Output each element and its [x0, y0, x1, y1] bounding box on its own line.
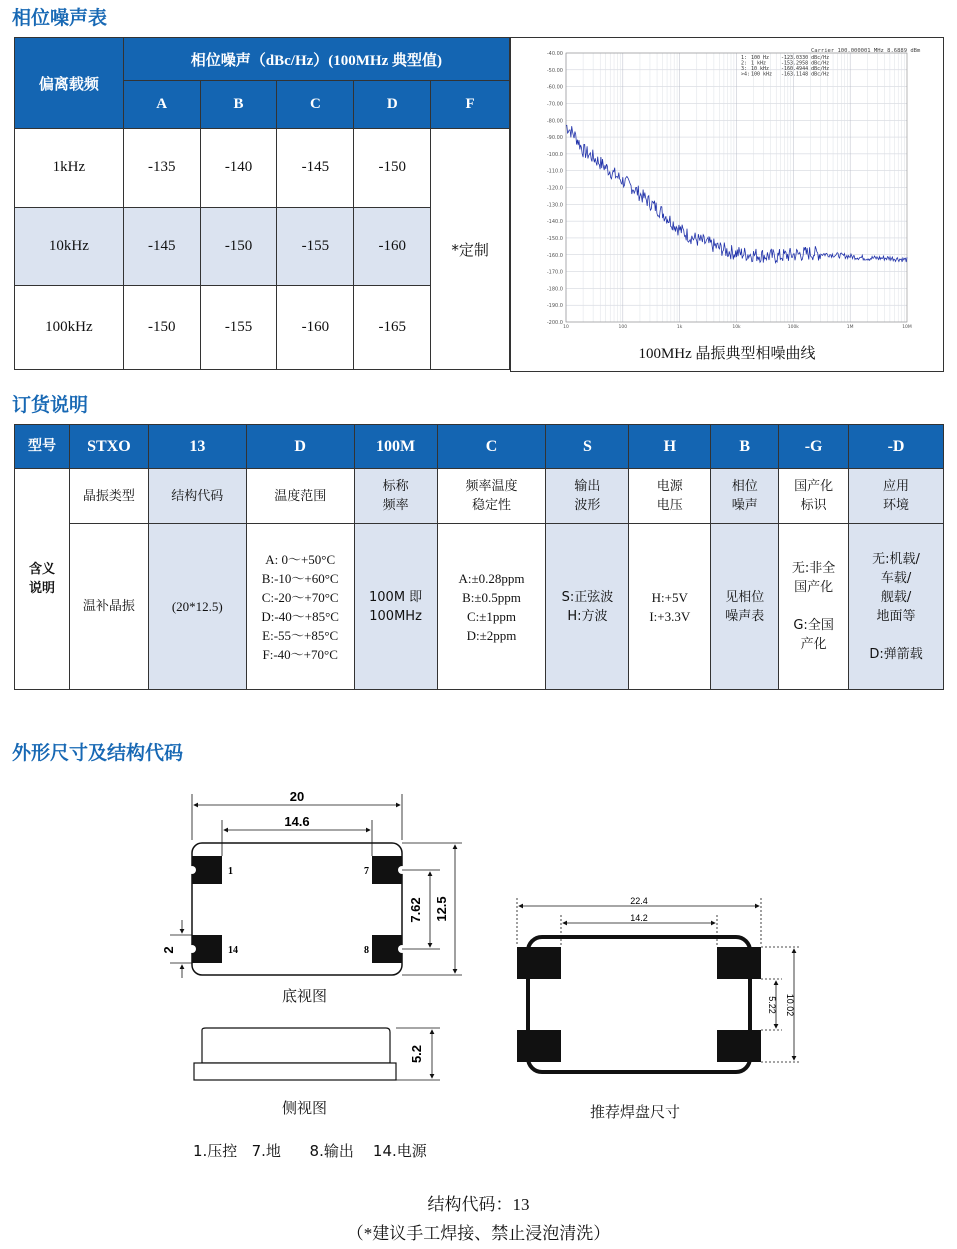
- y-tick-label: -90.00: [546, 135, 563, 142]
- marker-readout: 1 kHz: [751, 60, 767, 67]
- field-detail: A:±0.28ppm B:±0.5ppm C:±1ppm D:±2ppm: [437, 524, 546, 690]
- pad-dim-5-22: 5.22: [767, 996, 777, 1014]
- field-detail: (20*12.5): [148, 524, 246, 690]
- code-cell: C: [437, 425, 546, 469]
- custom-note: *定制: [431, 129, 510, 370]
- offset-header: 偏离载频: [15, 38, 124, 129]
- pin-8-label: 8: [364, 945, 369, 956]
- x-tick-label: 100k: [787, 325, 799, 330]
- noise-value: -150: [200, 207, 277, 285]
- noise-value: -145: [277, 129, 354, 207]
- pad-dim-14-2: 14.2: [630, 913, 648, 923]
- pin-pad: [192, 856, 222, 884]
- outline-drawing: [0, 780, 957, 1110]
- noise-value: -150: [354, 129, 431, 207]
- field-name: 结构代码: [148, 469, 246, 524]
- bottom-view: [161, 789, 462, 978]
- code-cell: 100M: [354, 425, 437, 469]
- x-tick-label: 1k: [676, 325, 683, 330]
- dim-20: 20: [289, 789, 305, 804]
- y-tick-label: -80.00: [546, 118, 563, 125]
- y-tick-label: -120.0: [546, 185, 563, 192]
- phase-noise-title: 相位噪声表: [12, 7, 108, 29]
- phase-noise-chart: [510, 37, 944, 372]
- marker-readout: 100 kHz: [751, 71, 773, 78]
- x-tick-label: 1M: [846, 325, 854, 330]
- noise-value: -145: [123, 207, 200, 285]
- grade-header: C: [277, 81, 354, 129]
- pin-pad: [372, 856, 402, 884]
- y-tick-label: -60.00: [546, 84, 563, 91]
- x-tick-label: 10: [563, 325, 569, 330]
- code-cell: -G: [779, 425, 849, 469]
- dim-12-5: 12.5: [434, 896, 449, 922]
- y-tick-label: -160.0: [546, 252, 563, 259]
- code-cell: H: [629, 425, 711, 469]
- noise-value: -155: [200, 285, 277, 369]
- ordering-table: [14, 424, 944, 690]
- field-detail: 无:机载/ 车载/ 舰载/ 地面等 D:弹箭载: [849, 524, 944, 690]
- field-name: 相位 噪声: [711, 469, 779, 524]
- field-name: 频率温度 稳定性: [437, 469, 546, 524]
- noise-value: -155: [277, 207, 354, 285]
- field-name: 温度范围: [246, 469, 354, 524]
- dim-7-62: 7.62: [408, 897, 423, 923]
- y-tick-label: -170.0: [546, 269, 563, 276]
- field-name: 国产化 标识: [779, 469, 849, 524]
- model-corner: 型号: [15, 425, 70, 469]
- field-detail: 见相位 噪声表: [711, 524, 779, 690]
- y-tick-label: -190.0: [546, 303, 563, 310]
- pin-pad: [192, 935, 222, 963]
- code-cell: STXO: [69, 425, 148, 469]
- side-view-label: 侧视图: [282, 1099, 328, 1117]
- code-cell: -D: [849, 425, 944, 469]
- noise-value: -165: [354, 285, 431, 369]
- field-name: 标称 频率: [354, 469, 437, 524]
- x-tick-label: 100: [618, 325, 628, 330]
- y-tick-label: -110.0: [546, 168, 563, 175]
- marker-readout: -163.1148 dBc/Hz: [781, 71, 830, 78]
- y-tick-label: -130.0: [546, 202, 563, 209]
- ordering-title: 订货说明: [12, 394, 89, 416]
- solder-pad: [717, 1030, 761, 1062]
- field-detail: 无:非全 国产化 G:全国 产化: [779, 524, 849, 690]
- grade-header: F: [431, 81, 510, 129]
- marker-readout: 3:: [741, 66, 748, 72]
- y-tick-label: -150.0: [546, 235, 563, 242]
- phase-noise-chart-svg: [511, 38, 943, 371]
- marker-readout: 1:: [741, 55, 748, 61]
- pad-layout: [517, 896, 800, 1072]
- pin-legend: 1.压控 7.地 8.输出 14.电源: [193, 1142, 427, 1160]
- noise-value: -135: [123, 129, 200, 207]
- field-name: 输出 波形: [546, 469, 629, 524]
- table-row: [15, 129, 510, 207]
- meaning-label: 含义 说明: [15, 469, 70, 690]
- field-detail: 温补晶振: [69, 524, 148, 690]
- pin-pad: [372, 935, 402, 963]
- y-tick-label: -50.00: [546, 67, 563, 74]
- marker-readout: -153.2958 dBc/Hz: [781, 60, 830, 67]
- structure-code-line: 结构代码：13: [427, 1195, 530, 1214]
- field-detail: S:正弦波 H:方波: [546, 524, 629, 690]
- dim-2: 2: [161, 946, 176, 954]
- phase-noise-table: [14, 37, 510, 370]
- outline-title: 外形尺寸及结构代码: [12, 742, 184, 764]
- marker-readout: 10 kHz: [751, 66, 770, 72]
- y-tick-label: -70.00: [546, 101, 563, 108]
- noise-value: -150: [123, 285, 200, 369]
- code-cell: D: [246, 425, 354, 469]
- pin-1-label: 1: [228, 866, 233, 877]
- solder-pad: [517, 947, 561, 979]
- code-cell: 13: [148, 425, 246, 469]
- y-tick-label: -180.0: [546, 286, 563, 293]
- pad-layout-label: 推荐焊盘尺寸: [590, 1103, 681, 1121]
- chart-caption: 100MHz 晶振典型相噪曲线: [638, 346, 816, 362]
- offset-cell: 1kHz: [15, 129, 124, 207]
- chart-header-text: Carrier 100.000001 MHz 8.6889 dBm: [811, 48, 921, 54]
- dim-14-6: 14.6: [284, 814, 310, 829]
- dim-5-2: 5.2: [409, 1044, 424, 1064]
- grade-header: D: [354, 81, 431, 129]
- field-name: 应用 环境: [849, 469, 944, 524]
- offset-cell: 100kHz: [15, 285, 124, 369]
- y-tick-label: -100.0: [546, 151, 563, 158]
- code-cell: S: [546, 425, 629, 469]
- x-tick-label: 10k: [732, 325, 741, 330]
- pin-7-label: 7: [364, 866, 369, 877]
- marker-readout: 100 Hz: [751, 55, 770, 61]
- noise-value: -140: [200, 129, 277, 207]
- solder-pad: [717, 947, 761, 979]
- noise-value: -160: [354, 207, 431, 285]
- offset-cell: 10kHz: [15, 207, 124, 285]
- marker-readout: 2:: [741, 60, 748, 67]
- y-tick-label: -200.0: [546, 320, 563, 326]
- pin-14-label: 14: [228, 945, 238, 956]
- pad-dim-10-02: 10.02: [785, 993, 795, 1017]
- field-detail: H:+5V I:+3.3V: [629, 524, 711, 690]
- y-tick-label: -40.00: [546, 51, 563, 57]
- grade-header: B: [200, 81, 277, 129]
- marker-readout: >4:: [741, 71, 751, 78]
- noise-value: -160: [277, 285, 354, 369]
- marker-readout: -160.4944 dBc/Hz: [781, 66, 830, 72]
- y-tick-label: -140.0: [546, 219, 563, 226]
- marker-readout: -123.0330 dBc/Hz: [781, 55, 830, 61]
- grade-header: A: [123, 81, 200, 129]
- side-view: [194, 1028, 440, 1080]
- bottom-view-label: 底视图: [282, 987, 328, 1005]
- x-tick-label: 10M: [902, 325, 912, 330]
- field-detail: 100M 即 100MHz: [354, 524, 437, 690]
- noise-group-header: 相位噪声（dBc/Hz）(100MHz 典型值): [123, 38, 509, 81]
- field-detail: A: 0～+50°C B:-10～+60°C C:-20～+70°C D:-40～+85°C E:-55～+85°C F:-40～+70°C: [246, 524, 354, 690]
- handling-note: （*建议手工焊接、禁止浸泡清洗）: [346, 1224, 611, 1243]
- pad-dim-22-4: 22.4: [630, 896, 648, 906]
- field-name: 晶振类型: [69, 469, 148, 524]
- code-cell: B: [711, 425, 779, 469]
- solder-pad: [517, 1030, 561, 1062]
- field-name: 电源 电压: [629, 469, 711, 524]
